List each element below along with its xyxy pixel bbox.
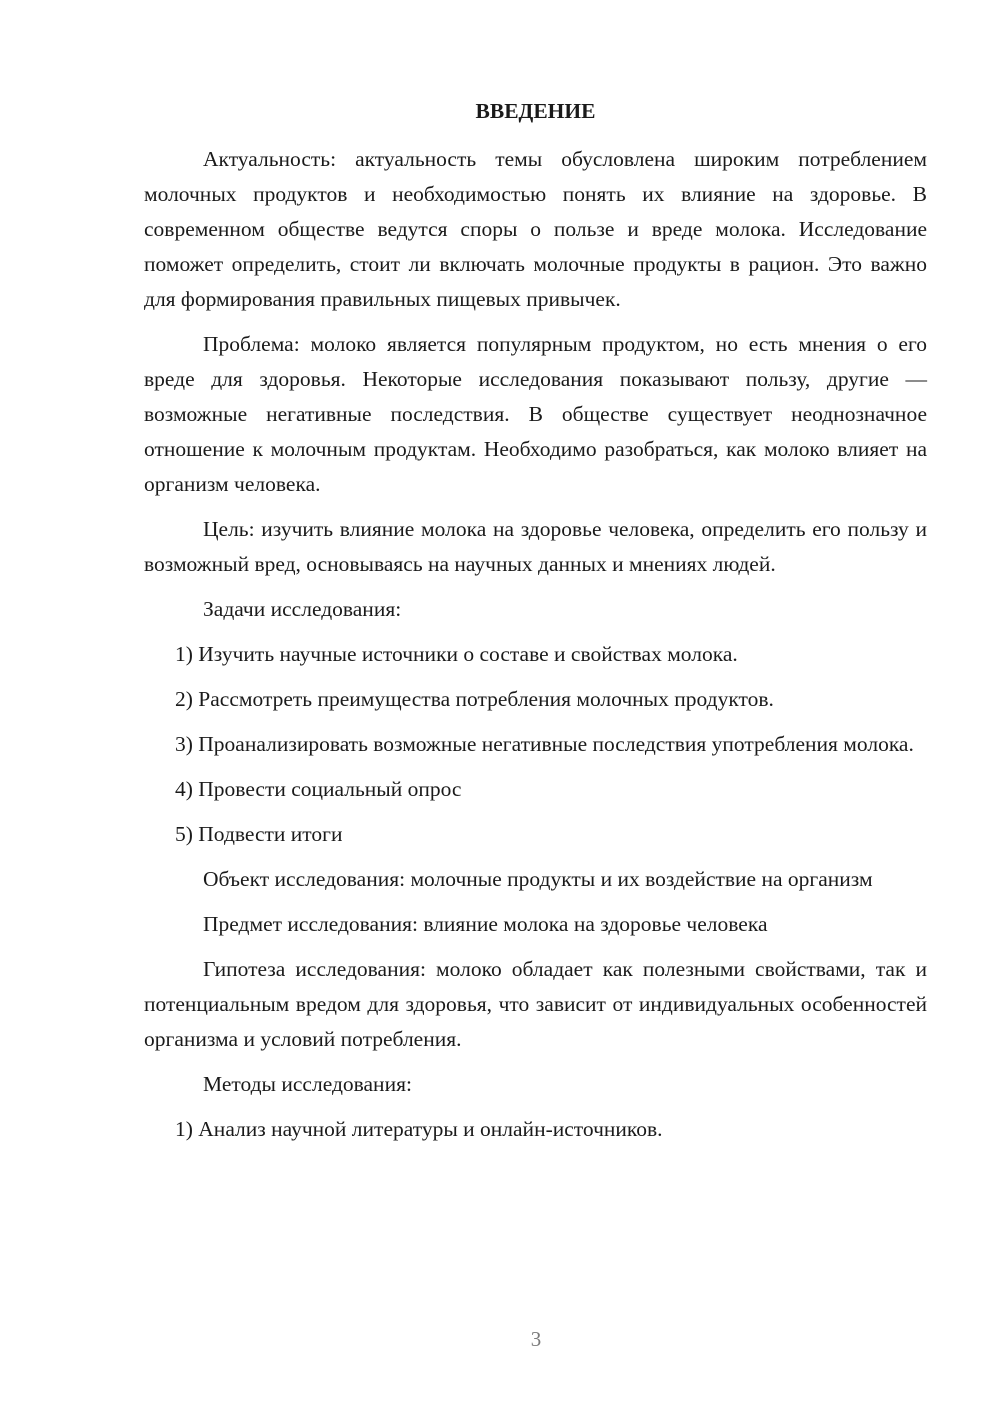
task-item-2: 2) Рассмотреть преимущества потребления молочных продуктов.: [175, 687, 774, 711]
methods-heading: Методы исследования:: [203, 1072, 412, 1096]
goal-paragraph: Цель: изучить влияние молока на здоровье человека, определить его пользу и возможный вред, основываясь на научных данных и мнениях людей.: [144, 517, 927, 576]
task-item-4: 4) Провести социальный опрос: [175, 777, 462, 801]
relevance-paragraph: Актуальность: актуальность темы обусловлена широким потреблением молочных продуктов и необходимостью понять их влияние на здоровье. В современном обществе ведутся споры о пользе и вреде молока. Исследование поможет определить, стоит ли включать молочные продукты в рацион. Это важно для формирования правильных пищевых привычек.: [144, 147, 927, 311]
task-item-1: 1) Изучить научные источники о составе и свойствах молока.: [175, 642, 738, 666]
document-body: [144, 90, 927, 1157]
subject-paragraph: Предмет исследования: влияние молока на здоровье человека: [203, 912, 768, 936]
hypothesis-paragraph: Гипотеза исследования: молоко обладает как полезными свойствами, так и потенциальным вредом для здоровья, что зависит от индивидуальных особенностей организма и условий потребления.: [144, 957, 927, 1051]
task-item-3: 3) Проанализировать возможные негативные последствия употребления молока.: [175, 732, 914, 756]
page-number: 3: [530, 1327, 542, 1351]
problem-paragraph: Проблема: молоко является популярным продуктом, но есть мнения о его вреде для здоровья. Некоторые исследования показывают пользу, другие — возможные негативные последствия. В обществе существует неоднозначное отношение к молочным продуктам. Необходимо разобраться, как молоко влияет на организм человека.: [144, 332, 927, 496]
tasks-heading: Задачи исследования:: [203, 597, 402, 621]
page-title: ВВЕДЕНИЕ: [475, 99, 596, 123]
task-item-5: 5) Подвести итоги: [175, 822, 343, 846]
method-item-1: 1) Анализ научной литературы и онлайн-источников.: [175, 1117, 663, 1141]
object-paragraph: Объект исследования: молочные продукты и их воздействие на организм: [203, 867, 873, 891]
